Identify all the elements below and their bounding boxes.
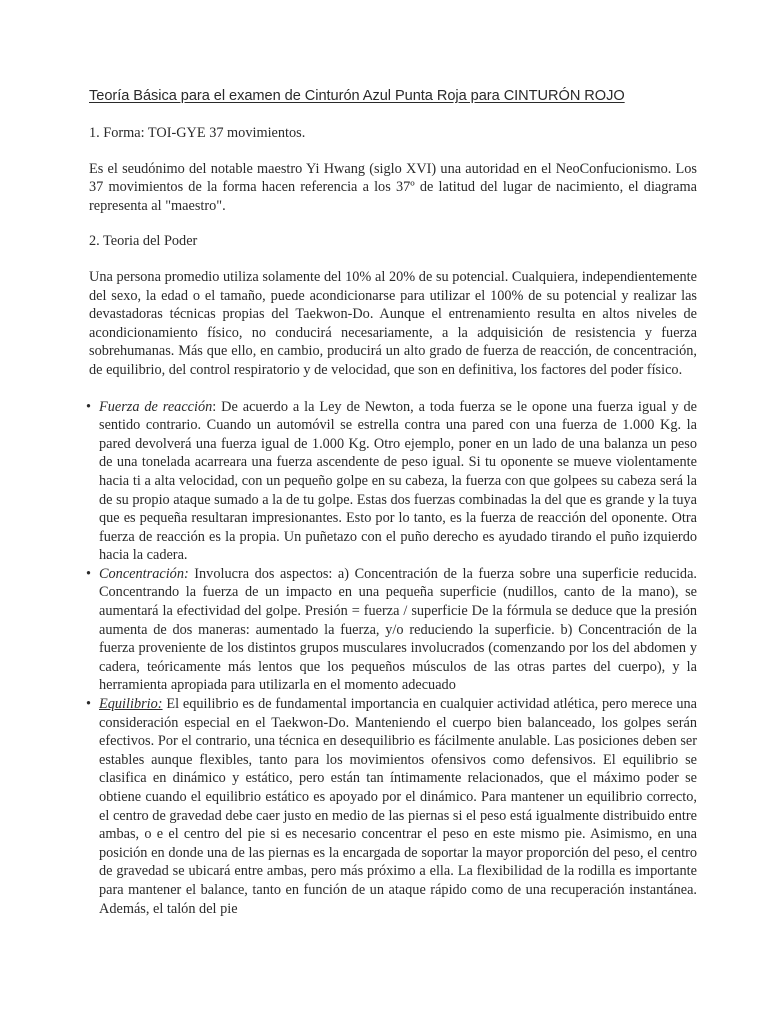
- section-1-heading: 1. Forma: TOI-GYE 37 movimientos.: [89, 125, 306, 141]
- section-2-paragraph: Una persona promedio utiliza solamente del 10% al 20% de su potencial. Cualquiera, independientemente del sexo, la edad o el tamaño, puede acondicionarse para utilizar el 100% de su potencial y realizar las devastadoras técnicas propias del Taekwon-Do. Aunque el entrenamiento resulta en altos niveles de acondicionamiento físico, no conducirá necesariamente, a la adquisición de resistencia y fuerza sobrehumanas. Más que ello, en cambio, producirá un alto grado de fuerza de reacción, de concentración, de equilibrio, del control respiratorio y de velocidad, que son en definitiva, los factores del poder físico.: [89, 268, 697, 378]
- list-item-concentracion: [86, 565, 697, 695]
- section-2-heading: 2. Teoria del Poder: [89, 233, 198, 250]
- list-item-text: El equilibrio es de fundamental importancia en cualquier actividad atlética, pero merece una consideración especial en el Taekwon-Do. Manteniendo el cuerpo bien balanceado, los golpes serán efectivos. Por el contrario, una técnica en desequilibrio es fácilmente anulable. Las posiciones deben ser estables aunque flexibles, tanto para los movimientos ofensivos como defensivos. El equilibrio se clasifica en dinámico y estático, pero están tan íntimamente relacionados, que el máximo poder se obtiene cuando el equilibrio estático es apoyado por el dinámico. Para mantener un equilibrio correcto, el centro de gravedad debe caer justo en medio de las piernas si el peso está igualmente distribuido entre ambas, o e el centro del pie si es necesario concentrar el peso en este mismo pie. Asimismo, en una posición en donde una de las piernas es la encargada de soportar la mayor proporción del peso, el centro de gravedad se ubicará entre ambas, pero más próximo a ella. La flexibilidad de la rodilla es importante para mantener el balance, tanto en función de un ataque rápido como de una recuperación instantánea. Además, el talón del pie: [99, 696, 697, 917]
- bullet-icon: •: [86, 696, 92, 713]
- document-page: [86, 86, 698, 918]
- term-fuerza-de-reaccion: Fuerza de reacción: [99, 398, 213, 415]
- section-1-paragraph: Es el seudónimo del notable maestro Yi Hwang (siglo XVI) una autoridad en el NeoConfucionismo. Los 37 movimientos de la forma hacen referencia a los 37º de latitud del lugar de nacimiento, el diagrama representa al "maestro".: [89, 160, 697, 214]
- list-item-fuerza-de-reaccion: [86, 398, 698, 565]
- list-item-text: Involucra dos aspectos: a) Concentración de la fuerza sobre una superficie reducida. Concentrando la fuerza de un impacto en una pequeña superficie (nudillos, canto de la mano), se aumentará la efectividad del golpe. Presión = fuerza / superficie De la fórmula se deduce que la presión aumenta de dos maneras: aumentado la fuerza, y/o reduciendo la superficie. b) Concentración de la fuerza proveniente de los distintos grupos musculares involucrados (comenzando por los del abdomen y cadera, teóricamente más lentos que los pequeños músculos de las otras partes del cuerpo), y la herramienta apropiada para utilizarla en el momento adecuado: [99, 565, 697, 694]
- document-title: Teoría Básica para el examen de Cinturón Azul Punta Roja para CINTURÓN ROJO: [89, 88, 625, 104]
- term-concentracion: Concentración:: [99, 565, 189, 582]
- power-factors-list: [86, 398, 698, 919]
- term-equilibrio: Equilibrio:: [99, 696, 163, 713]
- list-item-equilibrio: [86, 695, 697, 918]
- list-item-text: : De acuerdo a la Ley de Newton, a toda fuerza se le opone una fuerza igual y de sentido contrario. Cuando un automóvil se estrella contra una pared con una fuerza de 1.000 Kg. la pared devolverá una fuerza igual de 1.000 Kg. Otro ejemplo, poner en un lado de una balanza un peso de una tonelada acarreara una fuerza ascendente de peso igual. Si tu oponente se mueve violentamente hacia ti a alta velocidad, con un pequeño golpe en su cabeza, la fuerza con que golpees su cabeza será la de su propio ataque sumado a la de tu golpe. Estas dos fuerzas combinadas la del que es grande y la tuya que es pequeña resultaran impresionantes. Esto por lo tanto, es la fuerza de reacción del oponente. Otra fuerza de reacción es la propia. Un puñetazo con el puño derecho es ayudado tirando el puño izquierdo hacia la cadera.: [99, 398, 698, 564]
- bullet-icon: •: [86, 398, 92, 415]
- bullet-icon: •: [86, 565, 92, 582]
